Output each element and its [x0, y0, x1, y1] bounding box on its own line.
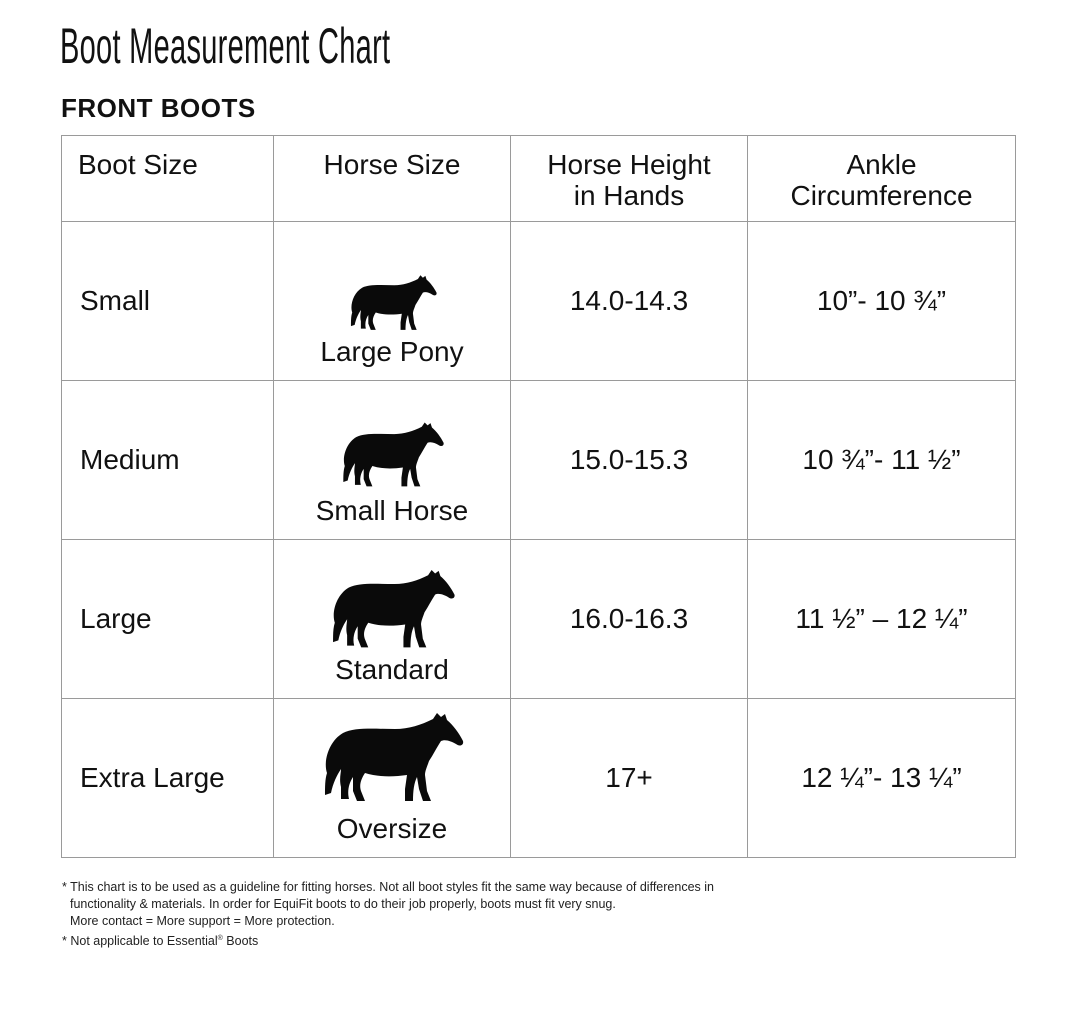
- footnote-line: * This chart is to be used as a guideline for fitting horses. Not all boot styles fit the same way because of differences in: [62, 880, 714, 894]
- table-row: [62, 540, 1016, 699]
- boot-size-cell: Extra Large: [62, 699, 274, 858]
- horse-height-cell: 17+: [511, 699, 748, 858]
- ankle-circumference-cell: 11 ½” – 12 ¼”: [748, 540, 1016, 699]
- horse-height-cell: 16.0-16.3: [511, 540, 748, 699]
- horse-size-label: Oversize: [336, 813, 448, 844]
- table-header-row: [62, 136, 1016, 222]
- page-title: Boot Measurement Chart: [60, 18, 391, 74]
- standard-horse-silhouette-icon: [274, 568, 510, 652]
- horse-height-cell: 14.0-14.3: [511, 222, 748, 381]
- header-boot-size: Boot Size: [62, 136, 274, 222]
- boot-size-cell: Small: [62, 222, 274, 381]
- horse-size-cell: [274, 699, 511, 858]
- ankle-circumference-cell: 10”- 10 ¾”: [748, 222, 1016, 381]
- footnote-line: * Not applicable to Essential® Boots: [62, 934, 259, 949]
- table-row: [62, 222, 1016, 381]
- boot-size-cell: Large: [62, 540, 274, 699]
- small-horse-silhouette-icon: [274, 421, 510, 490]
- header-horse-height: Horse Height in Hands: [511, 136, 748, 222]
- ankle-circumference-cell: 12 ¼”- 13 ¼”: [748, 699, 1016, 858]
- table-row: [62, 699, 1016, 858]
- horse-size-label: Small Horse: [315, 495, 469, 526]
- boot-size-cell: Medium: [62, 381, 274, 540]
- oversize-horse-silhouette-icon: [274, 711, 510, 806]
- table-row: [62, 381, 1016, 540]
- boot-measurement-table: [61, 135, 1016, 858]
- horse-size-cell: [274, 222, 511, 381]
- horse-size-cell: [274, 540, 511, 699]
- ankle-circumference-cell: 10 ¾”- 11 ½”: [748, 381, 1016, 540]
- horse-size-cell: [274, 381, 511, 540]
- footnote-line: functionality & materials. In order for EquiFit boots to do their job properly, boots must fit very snug.: [70, 897, 616, 911]
- horse-size-label: Standard: [335, 654, 449, 685]
- horse-height-cell: 15.0-15.3: [511, 381, 748, 540]
- pony-silhouette-icon: [274, 274, 510, 333]
- header-ankle-circumference: Ankle Circumference: [748, 136, 1016, 222]
- horse-size-label: Large Pony: [320, 336, 464, 367]
- footnote-line: More contact = More support = More protection.: [70, 914, 335, 928]
- footnotes: [62, 879, 714, 950]
- header-horse-size: Horse Size: [274, 136, 511, 222]
- section-heading: FRONT BOOTS: [61, 93, 256, 123]
